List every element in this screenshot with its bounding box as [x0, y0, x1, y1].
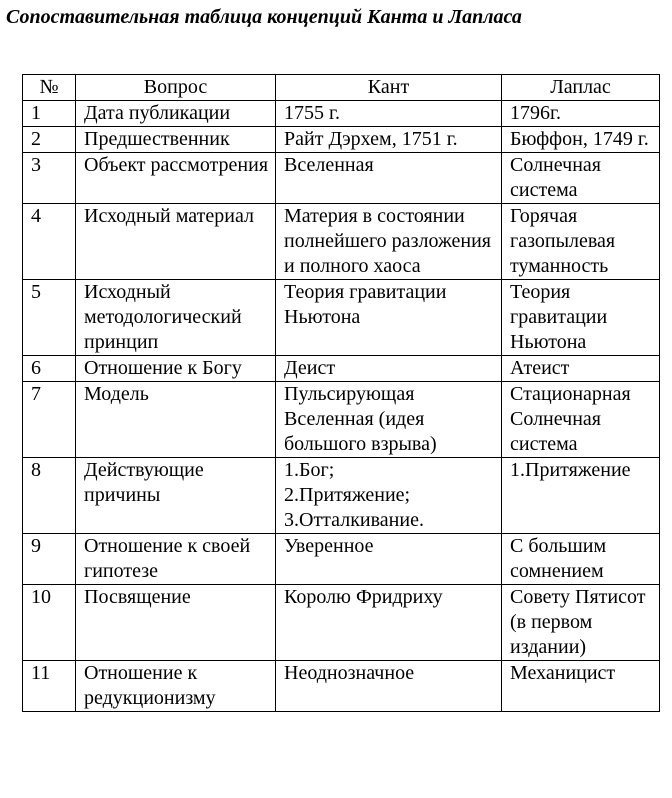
cell-question: Отношение к своей гипотезе	[76, 534, 276, 585]
cell-kant: 1755 г.	[276, 101, 502, 127]
cell-kant: Деист	[276, 356, 502, 382]
cell-kant: Пульсирующая Вселенная (идея большого взрыва)	[276, 382, 502, 458]
table-row	[23, 382, 660, 458]
cell-laplace: Механицист	[502, 661, 660, 712]
table-row	[23, 101, 660, 127]
cell-kant	[276, 458, 502, 534]
cell-laplace: Солнечная система	[502, 153, 660, 204]
header-question: Вопрос	[76, 75, 276, 101]
cell-question: Исходный методологический принцип	[76, 280, 276, 356]
table-row	[23, 153, 660, 204]
cell-laplace: Стационарная Солнечная система	[502, 382, 660, 458]
cell-question: Действующие причины	[76, 458, 276, 534]
cell-kant: Райт Дэрхем, 1751 г.	[276, 127, 502, 153]
header-kant: Кант	[276, 75, 502, 101]
cell-kant: Вселенная	[276, 153, 502, 204]
header-number: №	[23, 75, 76, 101]
cell-number: 10	[23, 585, 76, 661]
table-row	[23, 534, 660, 585]
page-title: Сопоставительная таблица концепций Канта и Лапласа	[6, 6, 522, 28]
table-row	[23, 661, 660, 712]
cell-kant: Уверенное	[276, 534, 502, 585]
cell-kant: Теория гравитации Ньютона	[276, 280, 502, 356]
cell-kant: Неоднозначное	[276, 661, 502, 712]
cell-kant: Королю Фридриху	[276, 585, 502, 661]
cell-number: 9	[23, 534, 76, 585]
cause-line: 3.Отталкивание.	[284, 509, 424, 531]
cell-number: 8	[23, 458, 76, 534]
cause-line: 1.Бог;	[284, 459, 335, 481]
cell-question: Отношение к редукционизму	[76, 661, 276, 712]
header-laplace: Лаплас	[502, 75, 660, 101]
cell-question: Исходный материал	[76, 204, 276, 280]
table-row	[23, 458, 660, 534]
cell-laplace: Теория гравитации Ньютона	[502, 280, 660, 356]
cell-question: Посвящение	[76, 585, 276, 661]
cell-laplace: Атеист	[502, 356, 660, 382]
table-row	[23, 280, 660, 356]
cell-question: Модель	[76, 382, 276, 458]
cell-kant: Материя в состоянии полнейшего разложения и полного хаоса	[276, 204, 502, 280]
table-header-row	[23, 75, 660, 101]
cell-number: 2	[23, 127, 76, 153]
cell-laplace: 1796г.	[502, 101, 660, 127]
cell-question: Объект рассмотрения	[76, 153, 276, 204]
cell-laplace: Горячая газопылевая туманность	[502, 204, 660, 280]
cell-question: Дата публикации	[76, 101, 276, 127]
cell-number: 5	[23, 280, 76, 356]
cell-number: 7	[23, 382, 76, 458]
cell-number: 11	[23, 661, 76, 712]
cell-number: 1	[23, 101, 76, 127]
cell-laplace: Совету Пятисот (в первом издании)	[502, 585, 660, 661]
cell-number: 4	[23, 204, 76, 280]
cell-question: Предшественник	[76, 127, 276, 153]
cell-number: 3	[23, 153, 76, 204]
cell-laplace: Бюффон, 1749 г.	[502, 127, 660, 153]
table-row	[23, 585, 660, 661]
cell-question: Отношение к Богу	[76, 356, 276, 382]
table-row	[23, 356, 660, 382]
cell-laplace: 1.Притяжение	[502, 458, 660, 534]
cause-line: 2.Притяжение;	[284, 484, 411, 506]
table-row	[23, 127, 660, 153]
comparison-table	[22, 74, 660, 712]
cell-laplace: С большим сомнением	[502, 534, 660, 585]
table-row	[23, 204, 660, 280]
cell-number: 6	[23, 356, 76, 382]
